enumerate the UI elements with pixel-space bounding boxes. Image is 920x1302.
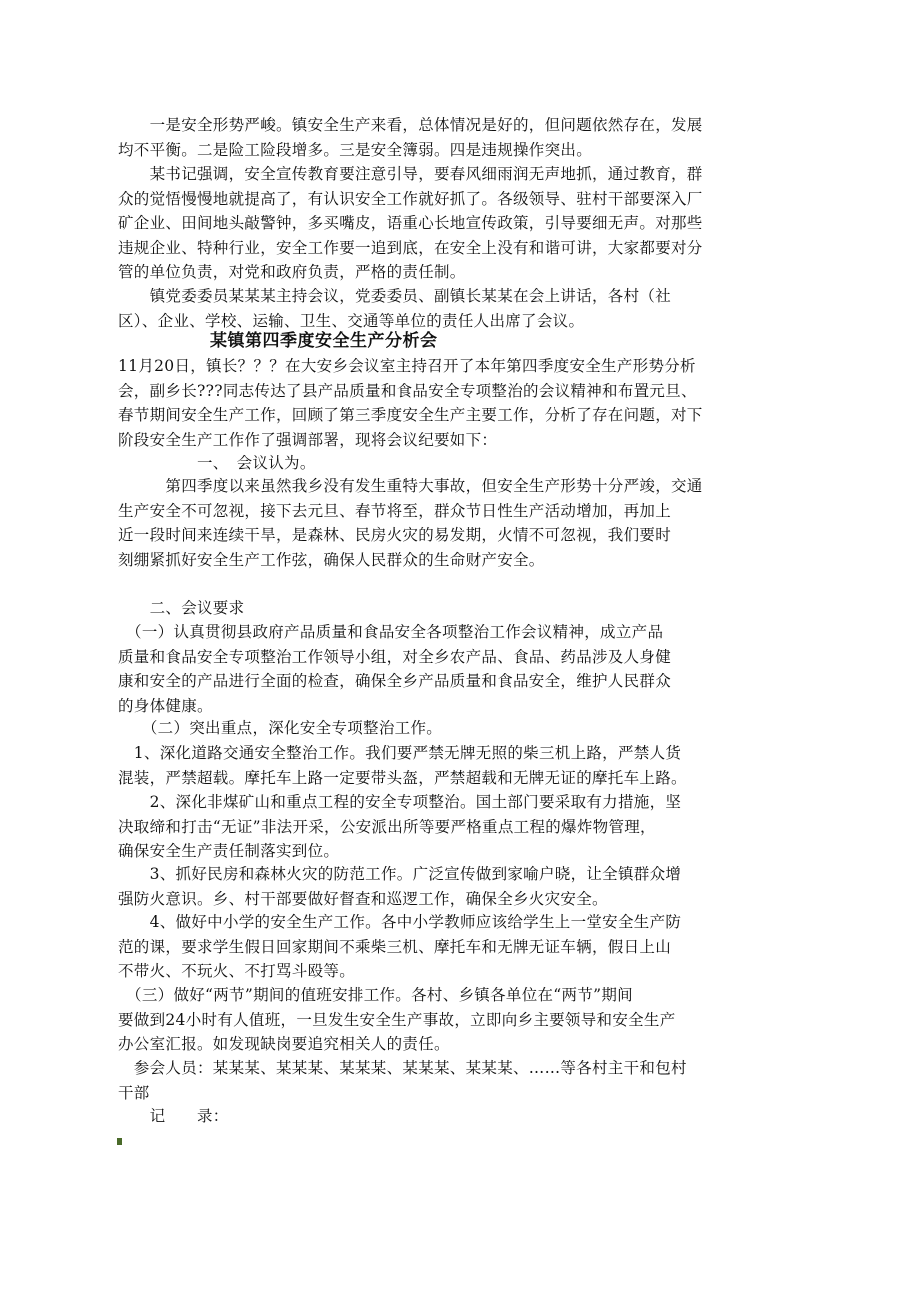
text-line: （二）突出重点，深化安全专项整治工作。 bbox=[118, 719, 443, 737]
text-line: 均不平衡。二是险工险段增多。三是安全簿弱。四是违规操作突出。 bbox=[118, 140, 593, 159]
text-line: 生产安全不可忽视，接下去元旦、春节将至，群众节日性生产活动增加，再加上 bbox=[118, 501, 672, 520]
paragraph-secretary-remarks bbox=[118, 162, 804, 285]
text-line: 确保安全生产责任制落实到位。 bbox=[118, 842, 340, 860]
text-line: 众的觉悟慢慢地就提高了，有认识安全工作就好抓了。各级领导、驻村干部要深入厂 bbox=[118, 189, 703, 208]
text-line: 强防火意识。乡、村干部要做好督查和巡逻工作，确保全乡火灾安全。 bbox=[118, 889, 608, 908]
text-line: （一）认真贯彻县政府产品质量和食品安全各项整治工作会议精神，成立产品 bbox=[118, 623, 664, 641]
text-line: 某书记强调，安全宣传教育要注意引导，要春风细雨润无声地抓，通过教育，群 bbox=[118, 165, 703, 183]
paragraph-item-1 bbox=[118, 741, 804, 790]
corner-mark-icon bbox=[117, 1138, 122, 1145]
text-line: 2、深化非煤矿山和重点工程的安全专项整治。国土部门要采取有力措施，坚 bbox=[118, 793, 682, 811]
text-line: （三）做好“两节”期间的值班安排工作。各村、乡镇各单位在“两节”期间 bbox=[118, 986, 633, 1004]
text-line: 镇党委委员某某某主持会议，党委委员、副镇长某某在会上讲话，各村（社 bbox=[118, 287, 672, 305]
text-line: 会，副乡长???同志传达了县产品质量和食品安全专项整治的会议精神和布置元旦、 bbox=[118, 381, 697, 400]
paragraph-assessment bbox=[118, 474, 804, 572]
paragraph-chair bbox=[118, 284, 804, 333]
document-heading: 某镇第四季度安全生产分析会 bbox=[210, 331, 438, 351]
text-line: 要做到24小时有人值班，一旦发生安全生产事故，立即向乡主要领导和安全生产 bbox=[118, 1010, 676, 1029]
text-line: 的身体健康。 bbox=[118, 696, 213, 715]
paragraph-requirement-2 bbox=[118, 716, 804, 741]
text-line: 刻绷紧抓好安全生产工作弦，确保人民群众的生命财产安全。 bbox=[118, 550, 545, 569]
text-line: 混装，严禁超载。摩托车上路一定要带头盔，严禁超载和无牌无证的摩托车上路。 bbox=[118, 768, 687, 787]
text-line: 康和安全的产品进行全面的检查，确保全乡产品质量和食品安全，维护人民群众 bbox=[118, 672, 672, 690]
text-line: 矿企业、田间地头敲警钟，多买嘴皮，语重心长地宣传政策，引导要细无声。对那些 bbox=[118, 214, 703, 232]
paragraph-requirement-3 bbox=[118, 983, 804, 1057]
text-line: 决取缔和打击“无证”非法开采，公安派出所等要严格重点工程的爆炸物管理， bbox=[118, 817, 656, 836]
text-line: 一、 会议认为。 bbox=[118, 454, 316, 472]
text-line: 1、深化道路交通安全整治工作。我们要严禁无牌无照的柴三机上路，严禁人货 bbox=[118, 744, 682, 762]
text-line: 近一段时间来连续干旱，是森林、民房火灾的易发期，火情不可忽视，我们要时 bbox=[118, 526, 672, 544]
text-line: 违规企业、特种行业，安全工作要一追到底，在安全上没有和谐可讲，大家都要对分 bbox=[118, 238, 703, 257]
text-line: 质量和食品安全专项整治工作领导小组，对全乡农产品、食品、药品涉及人身健 bbox=[118, 647, 672, 666]
text-line: 管的单位负责，对党和政府负责，严格的责任制。 bbox=[118, 263, 466, 281]
text-line: 3、抓好民房和森林火灾的防范工作。广泛宣传做到家喻户晓，让全镇群众增 bbox=[118, 865, 682, 883]
text-line: 二、会议要求 bbox=[118, 599, 245, 617]
text-line: 阶段安全生产工作作了强调部署，现将会议纪要如下： bbox=[118, 430, 498, 449]
paragraph-meeting-intro bbox=[118, 354, 804, 452]
text-line: 不带火、不玩火、不打骂斗殴等。 bbox=[118, 962, 356, 980]
text-line: 第四季度以来虽然我乡没有发生重特大事故，但安全生产形势十分严竣，交通 bbox=[118, 477, 703, 495]
paragraph-situation bbox=[118, 113, 804, 162]
text-line: 春节期间安全生产工作，回顾了第三季度安全生产主要工作，分析了存在问题，对下 bbox=[118, 406, 703, 424]
text-line: 一是安全形势严峻。镇安全生产来看，总体情况是好的，但问题依然存在，发展 bbox=[118, 116, 703, 134]
paragraph-item-3 bbox=[118, 862, 804, 911]
text-line: 区）、企业、学校、运输、卫生、交通等单位的责任人出席了会议。 bbox=[118, 311, 585, 330]
paragraph-requirement-1 bbox=[118, 620, 804, 718]
text-line: 办公室汇报。如发现缺岗要追究相关人的责任。 bbox=[118, 1035, 450, 1053]
text-line: 参会人员：某某某、某某某、某某某、某某某、某某某、……等各村主干和包村 bbox=[118, 1059, 687, 1077]
section-heading-2 bbox=[118, 596, 804, 621]
text-line: 4、做好中小学的安全生产工作。各中小学教师应该给学生上一堂安全生产防 bbox=[118, 913, 682, 931]
paragraph-item-2 bbox=[118, 790, 804, 864]
paragraph-attendees bbox=[118, 1056, 804, 1105]
paragraph-recorder bbox=[118, 1104, 804, 1129]
text-line: 记 录： bbox=[118, 1107, 229, 1125]
text-line: 干部 bbox=[118, 1083, 150, 1102]
paragraph-item-4 bbox=[118, 910, 804, 984]
text-line: 范的课，要求学生假日回家期间不乘柴三机、摩托车和无牌无证车辆，假日上山 bbox=[118, 937, 672, 956]
text-line: 11月20日，镇长？？？在大安乡会议室主持召开了本年第四季度安全生产形势分析 bbox=[118, 357, 696, 375]
section-heading-1 bbox=[118, 451, 804, 476]
